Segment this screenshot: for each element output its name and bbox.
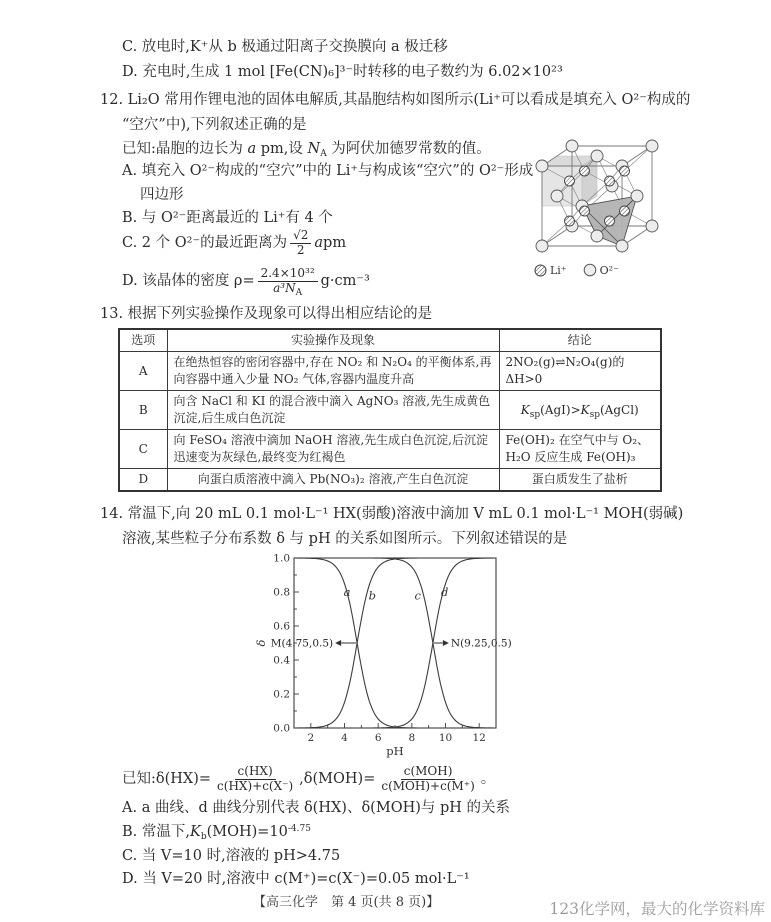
col-header-conclusion: 结论 (499, 329, 661, 352)
fraction-denominator: c(HX)+c(X⁻) (217, 778, 294, 793)
var-N: N (285, 280, 296, 295)
row-b-conclusion (499, 391, 661, 430)
svg-text:δ: δ (254, 639, 268, 647)
q12-option-c (122, 226, 346, 260)
q14-option-a: A. a 曲线、d 曲线分别代表 δ(HX)、δ(MOH)与 pH 的关系 (122, 800, 511, 816)
row-d-operation: 向蛋白质溶液中滴入 Pb(NO₃)₂ 溶液,产生白色沉淀 (167, 469, 499, 492)
var-N: N (307, 141, 321, 157)
row-a-conclusion (499, 352, 661, 391)
q12-option-d-text: D. 该晶体的密度 ρ= (122, 272, 255, 289)
row-b-operation: 向含 NaCl 和 KI 的混合液中滴入 AgNO₃ 溶液,先生成黄色沉淀,后生成白色沉淀 (167, 391, 499, 430)
q14-intro-line1: 14. 常温下,向 20 mL 0.1 mol·L⁻¹ HX(弱酸)溶液中滴加 V mL 0.1 mol·L⁻¹ MOH(弱碱) (100, 506, 684, 522)
q12-option-b: B. 与 O²⁻距离最近的 Li⁺有 4 个 (122, 210, 333, 226)
svg-text:pH: pH (386, 744, 404, 758)
page-footer: 【高三化学 第 4 页(共 8 页)】 (253, 895, 440, 910)
svg-text:b: b (368, 588, 376, 603)
row-a-operation: 在绝热恒容的密闭容器中,存在 NO₂ 和 N₂O₄ 的平衡体系,再向容器中通入少量 NO₂ 气体,容器内温度升高 (167, 352, 499, 391)
q14-option-b (122, 823, 311, 841)
q12-known (122, 140, 491, 158)
svg-text:12: 12 (472, 732, 486, 744)
var-K: K (580, 402, 590, 417)
svg-text:0.6: 0.6 (273, 620, 290, 633)
sub-b: b (200, 832, 207, 842)
sub-sp: sp (589, 409, 600, 420)
row-c-operation: 向 FeSO₄ 溶液中滴加 NaOH 溶液,先生成白色沉淀,后沉淀迅速变为灰绿色,最终变为红褐色 (167, 430, 499, 469)
fraction-numerator: √2 (290, 229, 311, 244)
row-a-option: A (119, 352, 167, 391)
svg-text:2: 2 (307, 732, 315, 744)
svg-text:1.0: 1.0 (273, 552, 290, 565)
col-header-operation: 实验操作及现象 (167, 329, 499, 352)
watermark: 123化学网，最大的化学资料库 (549, 900, 765, 918)
legend-o-label: O²⁻ (599, 263, 619, 277)
svg-text:a: a (343, 585, 351, 599)
row-d-option: D (119, 469, 167, 492)
q14-option-b-text2: (MOH)=10 (206, 824, 288, 840)
row-c-conclusion: Fe(OH)₂ 在空气中与 O₂、H₂O 反应生成 Fe(OH)₃ (499, 430, 661, 469)
q14-known-text2: ,δ(MOH)= (299, 770, 376, 787)
svg-text:8: 8 (408, 732, 416, 744)
row-a-conclusion-l1: 2NO₂(g)⇌N₂O₄(g)的 (505, 355, 625, 370)
svg-text:0.0: 0.0 (273, 722, 290, 735)
row-a-conclusion-l2: ΔH>0 (505, 372, 543, 387)
fraction (214, 765, 296, 794)
q12-known-text3: 为阿伏加德罗常数的值。 (326, 141, 491, 157)
li-ion-legend-icon (534, 264, 547, 277)
svg-text:10: 10 (438, 732, 453, 744)
q13-heading: 13. 根据下列实验操作及现象可以得出相应结论的是 (100, 306, 433, 322)
var-a: a (314, 234, 324, 251)
q14-known-text3: 。 (480, 770, 496, 787)
q12-option-a-line1: A. 填充入 O²⁻构成的“空穴”中的 Li⁺与构成该“空穴”的 O²⁻形成 (122, 163, 534, 179)
sub-A: A (320, 149, 327, 159)
q14-known (122, 761, 495, 797)
q14-option-c: C. 当 V=10 时,溶液的 pH>4.75 (122, 848, 341, 864)
fraction (290, 229, 311, 258)
svg-text:c: c (414, 588, 421, 603)
table-row (119, 430, 661, 469)
svg-text:M(4.75,0.5): M(4.75,0.5) (270, 637, 334, 650)
table-header-row (119, 329, 661, 352)
q12-option-c-suffix: pm (323, 234, 347, 251)
row-b-conclusion-end: (AgCl) (600, 402, 639, 417)
experiment-table (118, 328, 662, 492)
q11-option-d: D. 充电时,生成 1 mol [Fe(CN)₆]³⁻时转移的电子数约为 6.02×10²³ (122, 64, 563, 80)
var-K: K (520, 402, 530, 417)
q12-known-text2: pm,设 (256, 141, 308, 157)
sup-exponent: -4.75 (287, 824, 311, 834)
q11-option-c: C. 放电时,K⁺从 b 极通过阳离子交换膜向 a 极迁移 (122, 39, 448, 55)
row-b-option: B (119, 391, 167, 430)
svg-text:0.4: 0.4 (273, 654, 290, 667)
q12-intro-line1: 12. Li₂O 常用作锂电池的固体电解质,其晶胞结构如图所示(Li⁺可以看成是填充入 O²⁻构成的 (100, 92, 691, 108)
q12-option-a-line2: 四边形 (140, 187, 184, 203)
fraction-numerator: 2.4×10³² (258, 267, 318, 282)
svg-text:6: 6 (374, 732, 382, 744)
row-b-conclusion-mid: (AgI)> (540, 402, 581, 417)
fraction-denominator: c(MOH)+c(M⁺) (381, 778, 475, 793)
crystal-structure-figure (520, 134, 676, 277)
q12-option-d-suffix: g·cm⁻³ (320, 272, 370, 289)
fraction-denominator: 2 (296, 242, 305, 257)
legend-li (534, 264, 567, 277)
sub-sp: sp (529, 409, 541, 420)
sub-A: A (295, 287, 303, 298)
table-row (119, 352, 661, 391)
legend-o (583, 263, 619, 277)
q12-known-text: 已知:晶胞的边长为 (122, 141, 248, 157)
q12-intro-line2: “空穴”中),下列叙述正确的是 (122, 117, 307, 133)
table-row (119, 469, 661, 492)
svg-text:0.2: 0.2 (273, 688, 290, 701)
var-a-cubed: a³ (273, 280, 286, 295)
q12-option-d (122, 262, 370, 300)
q14-option-d: D. 当 V=20 时,溶液中 c(M⁺)=c(X⁻)=0.05 mol·L⁻¹ (122, 871, 470, 887)
svg-text:0.8: 0.8 (273, 586, 290, 599)
var-a: a (247, 141, 257, 157)
q14-intro-line2: 溶液,某些粒子分布系数 δ 与 pH 的关系如图所示。下列叙述错误的是 (122, 531, 568, 547)
legend-li-label: Li⁺ (550, 263, 567, 277)
distribution-chart (252, 550, 514, 758)
fraction (258, 267, 318, 296)
q12-option-c-text: C. 2 个 O²⁻的最近距离为 (122, 234, 288, 251)
crystal-structure-diagram (520, 134, 672, 256)
svg-text:4: 4 (341, 732, 348, 744)
row-d-conclusion: 蛋白质发生了盐析 (499, 469, 661, 492)
table-row (119, 391, 661, 430)
crystal-legend (520, 263, 676, 277)
svg-text:N(9.25,0.5): N(9.25,0.5) (450, 637, 512, 650)
svg-text:d: d (440, 585, 449, 599)
oxide-ion-legend-icon (583, 263, 597, 277)
row-c-option: C (119, 430, 167, 469)
distribution-chart-figure (252, 550, 514, 762)
fraction-numerator: c(HX) (235, 765, 276, 780)
var-K: K (189, 824, 201, 840)
fraction-numerator: c(MOH) (401, 765, 456, 780)
q14-option-b-text: B. 常温下, (122, 824, 190, 840)
col-header-option: 选项 (119, 329, 167, 352)
q14-known-text: 已知:δ(HX)= (122, 770, 212, 787)
fraction (378, 765, 477, 794)
fraction-denominator (270, 282, 305, 296)
